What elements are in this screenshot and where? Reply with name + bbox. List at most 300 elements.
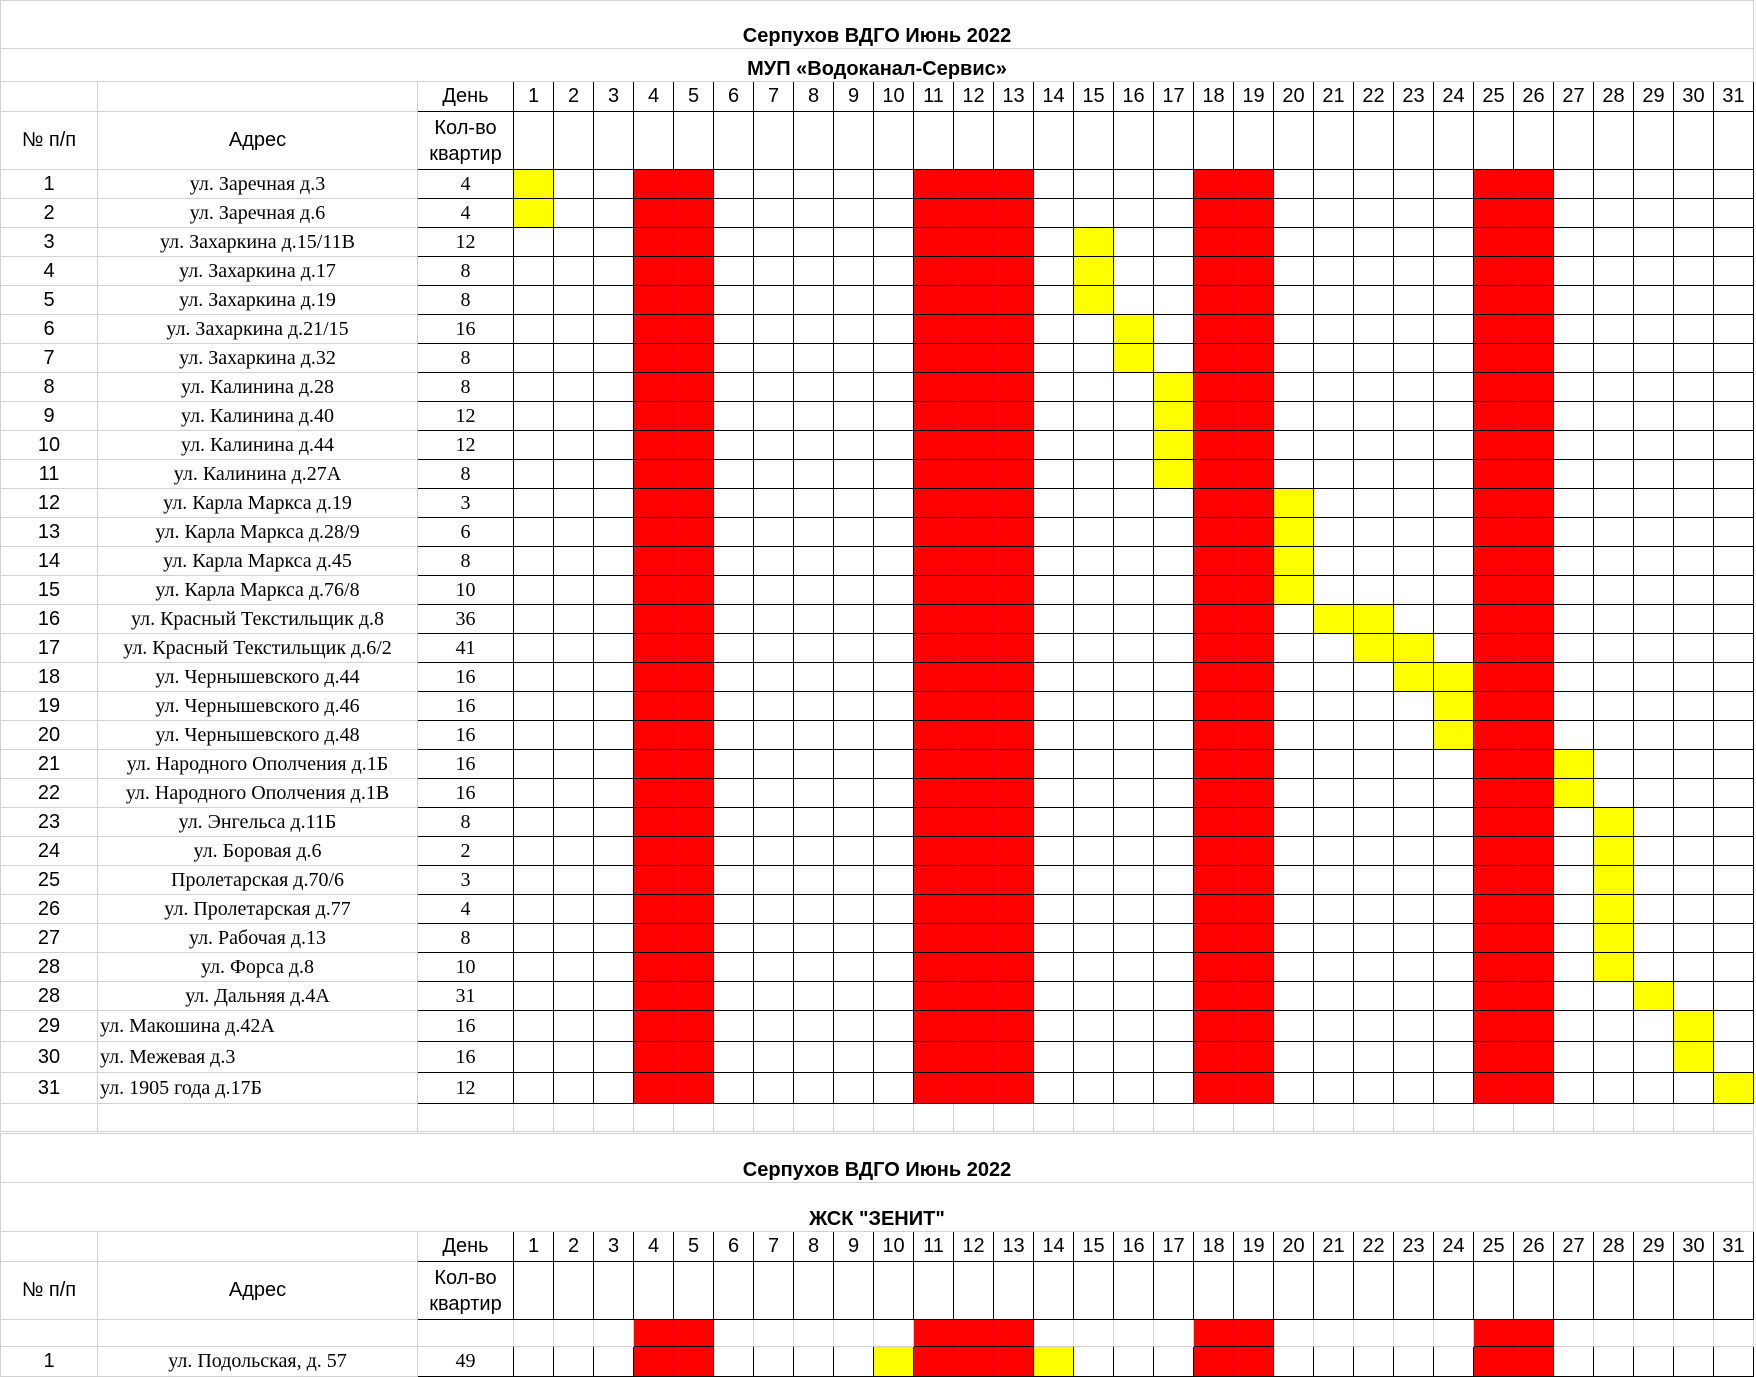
holiday-cell[interactable]: [914, 924, 954, 953]
day-cell[interactable]: [714, 344, 754, 373]
day-cell[interactable]: [1114, 895, 1154, 924]
day-cell[interactable]: [794, 576, 834, 605]
day-cell[interactable]: [1074, 460, 1114, 489]
day-cell[interactable]: [1354, 750, 1394, 779]
day-cell[interactable]: [754, 953, 794, 982]
blank-cell[interactable]: [1274, 1320, 1314, 1347]
day-cell[interactable]: [634, 112, 674, 170]
day-cell[interactable]: [1474, 112, 1514, 170]
holiday-cell[interactable]: [1474, 634, 1514, 663]
holiday-cell[interactable]: [1234, 808, 1274, 837]
scheduled-cell[interactable]: [1274, 489, 1314, 518]
holiday-cell[interactable]: [914, 837, 954, 866]
holiday-cell[interactable]: [1474, 315, 1514, 344]
day-cell[interactable]: [1114, 460, 1154, 489]
day-cell[interactable]: [714, 1073, 754, 1104]
holiday-cell[interactable]: [994, 837, 1034, 866]
holiday-cell[interactable]: [1514, 257, 1554, 286]
holiday-cell[interactable]: [1514, 808, 1554, 837]
day-cell[interactable]: [554, 402, 594, 431]
holiday-cell[interactable]: [954, 634, 994, 663]
day-cell[interactable]: [714, 779, 754, 808]
day-cell[interactable]: [1674, 1073, 1714, 1104]
day-cell[interactable]: [1314, 895, 1354, 924]
day-cell[interactable]: [594, 837, 634, 866]
holiday-cell[interactable]: [914, 982, 954, 1011]
day-cell[interactable]: [874, 779, 914, 808]
day-cell[interactable]: [1714, 460, 1754, 489]
holiday-cell[interactable]: [674, 547, 714, 576]
day-cell[interactable]: [1594, 605, 1634, 634]
day-cell[interactable]: [634, 1262, 674, 1320]
day-cell[interactable]: [1634, 257, 1674, 286]
day-cell[interactable]: [1434, 547, 1474, 576]
day-cell[interactable]: [794, 721, 834, 750]
day-cell[interactable]: [834, 866, 874, 895]
day-cell[interactable]: [1394, 750, 1434, 779]
day-cell[interactable]: [594, 257, 634, 286]
blank-cell[interactable]: [1434, 1104, 1474, 1132]
day-cell[interactable]: [1034, 692, 1074, 721]
day-cell[interactable]: [554, 257, 594, 286]
day-cell[interactable]: [714, 373, 754, 402]
day-cell[interactable]: [1354, 1042, 1394, 1073]
blank-cell[interactable]: [1714, 1104, 1754, 1132]
day-cell[interactable]: [554, 750, 594, 779]
day-cell[interactable]: [1634, 924, 1674, 953]
holiday-cell[interactable]: [994, 663, 1034, 692]
scheduled-cell[interactable]: [1434, 692, 1474, 721]
day-cell[interactable]: [754, 866, 794, 895]
day-cell[interactable]: [1034, 866, 1074, 895]
holiday-cell[interactable]: [1514, 228, 1554, 257]
day-cell[interactable]: [1114, 518, 1154, 547]
holiday-cell[interactable]: [1194, 605, 1234, 634]
day-cell[interactable]: [794, 1262, 834, 1320]
day-cell[interactable]: [834, 663, 874, 692]
day-cell[interactable]: [1394, 1347, 1434, 1377]
day-cell[interactable]: [874, 1011, 914, 1042]
day-cell[interactable]: [1114, 112, 1154, 170]
day-cell[interactable]: [874, 605, 914, 634]
holiday-cell[interactable]: [954, 837, 994, 866]
day-cell[interactable]: [594, 1011, 634, 1042]
day-cell[interactable]: [1354, 866, 1394, 895]
day-cell[interactable]: [1394, 344, 1434, 373]
day-cell[interactable]: [754, 518, 794, 547]
blank-cell[interactable]: [1154, 1104, 1194, 1132]
day-cell[interactable]: [1354, 431, 1394, 460]
day-cell[interactable]: [1714, 605, 1754, 634]
day-cell[interactable]: [1434, 924, 1474, 953]
day-cell[interactable]: [1314, 1347, 1354, 1377]
blank-cell[interactable]: [1554, 1320, 1594, 1347]
day-cell[interactable]: [1674, 1262, 1714, 1320]
day-cell[interactable]: [1594, 402, 1634, 431]
day-cell[interactable]: [794, 286, 834, 315]
day-cell[interactable]: [1714, 228, 1754, 257]
day-cell[interactable]: [794, 779, 834, 808]
day-cell[interactable]: [714, 1011, 754, 1042]
day-cell[interactable]: [1354, 402, 1394, 431]
day-cell[interactable]: [754, 1262, 794, 1320]
day-cell[interactable]: [754, 112, 794, 170]
holiday-cell[interactable]: [674, 286, 714, 315]
blank-cell[interactable]: [754, 1104, 794, 1132]
holiday-cell[interactable]: [674, 315, 714, 344]
blank-cell[interactable]: [594, 1320, 634, 1347]
day-cell[interactable]: [1634, 634, 1674, 663]
day-cell[interactable]: [1154, 634, 1194, 663]
holiday-cell[interactable]: [954, 170, 994, 199]
day-cell[interactable]: [1154, 576, 1194, 605]
day-cell[interactable]: [1634, 692, 1674, 721]
day-cell[interactable]: [1434, 1042, 1474, 1073]
day-cell[interactable]: [1674, 518, 1714, 547]
day-cell[interactable]: [1354, 837, 1394, 866]
day-cell[interactable]: [594, 547, 634, 576]
day-cell[interactable]: [1714, 750, 1754, 779]
holiday-cell[interactable]: [954, 315, 994, 344]
day-cell[interactable]: [1434, 315, 1474, 344]
holiday-cell[interactable]: [674, 228, 714, 257]
holiday-cell[interactable]: [1194, 286, 1234, 315]
day-cell[interactable]: [554, 1042, 594, 1073]
holiday-cell[interactable]: [954, 518, 994, 547]
day-cell[interactable]: [1674, 1347, 1714, 1377]
day-cell[interactable]: [554, 1262, 594, 1320]
holiday-cell[interactable]: [634, 373, 674, 402]
scheduled-cell[interactable]: [1594, 866, 1634, 895]
holiday-cell[interactable]: [1234, 1011, 1274, 1042]
holiday-cell[interactable]: [674, 779, 714, 808]
scheduled-cell[interactable]: [1154, 402, 1194, 431]
holiday-cell[interactable]: [954, 344, 994, 373]
day-cell[interactable]: [994, 112, 1034, 170]
day-cell[interactable]: [1274, 1011, 1314, 1042]
holiday-cell[interactable]: [1234, 634, 1274, 663]
holiday-cell[interactable]: [1514, 605, 1554, 634]
day-cell[interactable]: [1634, 663, 1674, 692]
scheduled-cell[interactable]: [1434, 663, 1474, 692]
blank-cell[interactable]: [98, 82, 418, 112]
holiday-cell[interactable]: [914, 1347, 954, 1377]
day-cell[interactable]: [1314, 460, 1354, 489]
day-cell[interactable]: [1034, 953, 1074, 982]
day-cell[interactable]: [1154, 692, 1194, 721]
day-cell[interactable]: [514, 663, 554, 692]
day-cell[interactable]: [1554, 228, 1594, 257]
day-cell[interactable]: [754, 1073, 794, 1104]
day-cell[interactable]: [1354, 692, 1394, 721]
holiday-cell[interactable]: [1514, 170, 1554, 199]
holiday-cell[interactable]: [634, 692, 674, 721]
day-cell[interactable]: [1434, 257, 1474, 286]
scheduled-cell[interactable]: [1074, 228, 1114, 257]
day-cell[interactable]: [1434, 1011, 1474, 1042]
day-cell[interactable]: [754, 431, 794, 460]
day-cell[interactable]: [1434, 1347, 1474, 1377]
holiday-cell[interactable]: [1474, 257, 1514, 286]
blank-cell[interactable]: [1634, 1104, 1674, 1132]
day-cell[interactable]: [834, 286, 874, 315]
day-cell[interactable]: [1074, 547, 1114, 576]
holiday-cell[interactable]: [914, 257, 954, 286]
day-cell[interactable]: [874, 866, 914, 895]
day-cell[interactable]: [1714, 402, 1754, 431]
day-cell[interactable]: [1634, 286, 1674, 315]
day-cell[interactable]: [1634, 721, 1674, 750]
day-cell[interactable]: [514, 344, 554, 373]
day-cell[interactable]: [994, 1262, 1034, 1320]
day-cell[interactable]: [1394, 402, 1434, 431]
day-cell[interactable]: [1674, 257, 1714, 286]
day-cell[interactable]: [554, 866, 594, 895]
day-cell[interactable]: [594, 808, 634, 837]
day-cell[interactable]: [514, 924, 554, 953]
holiday-cell[interactable]: [1234, 547, 1274, 576]
day-cell[interactable]: [1314, 692, 1354, 721]
day-cell[interactable]: [714, 576, 754, 605]
holiday-cell[interactable]: [634, 953, 674, 982]
holiday-cell[interactable]: [914, 547, 954, 576]
blank-cell[interactable]: [714, 1320, 754, 1347]
day-cell[interactable]: [834, 373, 874, 402]
scheduled-cell[interactable]: [1274, 518, 1314, 547]
day-cell[interactable]: [1714, 808, 1754, 837]
day-cell[interactable]: [1714, 170, 1754, 199]
day-cell[interactable]: [554, 315, 594, 344]
day-cell[interactable]: [1634, 344, 1674, 373]
holiday-cell[interactable]: [1194, 402, 1234, 431]
day-cell[interactable]: [1714, 837, 1754, 866]
scheduled-cell[interactable]: [514, 199, 554, 228]
day-cell[interactable]: [794, 460, 834, 489]
holiday-cell[interactable]: [1474, 1011, 1514, 1042]
day-cell[interactable]: [714, 924, 754, 953]
day-cell[interactable]: [754, 605, 794, 634]
day-cell[interactable]: [754, 924, 794, 953]
day-cell[interactable]: [714, 460, 754, 489]
day-cell[interactable]: [1274, 750, 1314, 779]
day-cell[interactable]: [834, 402, 874, 431]
holiday-cell[interactable]: [634, 895, 674, 924]
day-cell[interactable]: [874, 808, 914, 837]
day-cell[interactable]: [794, 489, 834, 518]
holiday-cell[interactable]: [674, 518, 714, 547]
day-cell[interactable]: [1114, 1073, 1154, 1104]
day-cell[interactable]: [714, 605, 754, 634]
day-cell[interactable]: [1074, 779, 1114, 808]
day-cell[interactable]: [834, 257, 874, 286]
day-cell[interactable]: [554, 286, 594, 315]
day-cell[interactable]: [1034, 576, 1074, 605]
day-cell[interactable]: [1594, 199, 1634, 228]
day-cell[interactable]: [1554, 924, 1594, 953]
day-cell[interactable]: [794, 344, 834, 373]
holiday-cell[interactable]: [634, 257, 674, 286]
day-cell[interactable]: [1114, 634, 1154, 663]
holiday-cell[interactable]: [1474, 199, 1514, 228]
day-cell[interactable]: [794, 1042, 834, 1073]
day-cell[interactable]: [1034, 315, 1074, 344]
holiday-cell[interactable]: [674, 982, 714, 1011]
day-cell[interactable]: [514, 837, 554, 866]
day-cell[interactable]: [1074, 518, 1114, 547]
day-cell[interactable]: [514, 605, 554, 634]
day-cell[interactable]: [1634, 837, 1674, 866]
day-cell[interactable]: [1434, 576, 1474, 605]
day-cell[interactable]: [1034, 982, 1074, 1011]
holiday-cell[interactable]: [954, 1320, 994, 1347]
scheduled-cell[interactable]: [1354, 605, 1394, 634]
day-cell[interactable]: [714, 837, 754, 866]
holiday-cell[interactable]: [634, 547, 674, 576]
holiday-cell[interactable]: [1514, 779, 1554, 808]
day-cell[interactable]: [1634, 402, 1674, 431]
day-cell[interactable]: [754, 257, 794, 286]
day-cell[interactable]: [1634, 431, 1674, 460]
holiday-cell[interactable]: [954, 576, 994, 605]
day-cell[interactable]: [1554, 170, 1594, 199]
day-cell[interactable]: [1594, 228, 1634, 257]
day-cell[interactable]: [1274, 228, 1314, 257]
day-cell[interactable]: [754, 170, 794, 199]
holiday-cell[interactable]: [994, 576, 1034, 605]
day-cell[interactable]: [1674, 431, 1714, 460]
day-cell[interactable]: [514, 634, 554, 663]
holiday-cell[interactable]: [1514, 344, 1554, 373]
day-cell[interactable]: [1314, 953, 1354, 982]
holiday-cell[interactable]: [914, 1042, 954, 1073]
day-cell[interactable]: [1034, 1042, 1074, 1073]
day-cell[interactable]: [754, 634, 794, 663]
holiday-cell[interactable]: [1514, 431, 1554, 460]
holiday-cell[interactable]: [954, 895, 994, 924]
holiday-cell[interactable]: [634, 1073, 674, 1104]
day-cell[interactable]: [1594, 170, 1634, 199]
scheduled-cell[interactable]: [1314, 605, 1354, 634]
day-cell[interactable]: [714, 315, 754, 344]
day-cell[interactable]: [1034, 373, 1074, 402]
day-cell[interactable]: [1354, 518, 1394, 547]
holiday-cell[interactable]: [1194, 808, 1234, 837]
holiday-cell[interactable]: [954, 924, 994, 953]
holiday-cell[interactable]: [914, 1011, 954, 1042]
day-cell[interactable]: [1034, 634, 1074, 663]
holiday-cell[interactable]: [1514, 518, 1554, 547]
day-cell[interactable]: [1434, 518, 1474, 547]
day-cell[interactable]: [1714, 112, 1754, 170]
day-cell[interactable]: [1274, 373, 1314, 402]
blank-cell[interactable]: [914, 1104, 954, 1132]
day-cell[interactable]: [1554, 344, 1594, 373]
day-cell[interactable]: [1434, 112, 1474, 170]
day-cell[interactable]: [1074, 1073, 1114, 1104]
holiday-cell[interactable]: [914, 895, 954, 924]
holiday-cell[interactable]: [954, 692, 994, 721]
day-cell[interactable]: [1034, 460, 1074, 489]
day-cell[interactable]: [914, 112, 954, 170]
holiday-cell[interactable]: [994, 1073, 1034, 1104]
holiday-cell[interactable]: [1194, 257, 1234, 286]
day-cell[interactable]: [1354, 199, 1394, 228]
blank-cell[interactable]: [1274, 1104, 1314, 1132]
day-cell[interactable]: [714, 228, 754, 257]
day-cell[interactable]: [1434, 808, 1474, 837]
scheduled-cell[interactable]: [1074, 257, 1114, 286]
day-cell[interactable]: [1434, 344, 1474, 373]
holiday-cell[interactable]: [1474, 808, 1514, 837]
blank-cell[interactable]: [1074, 1104, 1114, 1132]
day-cell[interactable]: [714, 1042, 754, 1073]
day-cell[interactable]: [794, 373, 834, 402]
day-cell[interactable]: [794, 257, 834, 286]
day-cell[interactable]: [594, 779, 634, 808]
day-cell[interactable]: [1594, 373, 1634, 402]
holiday-cell[interactable]: [674, 808, 714, 837]
day-cell[interactable]: [794, 228, 834, 257]
holiday-cell[interactable]: [674, 257, 714, 286]
day-cell[interactable]: [874, 344, 914, 373]
day-cell[interactable]: [714, 895, 754, 924]
day-cell[interactable]: [1714, 431, 1754, 460]
day-cell[interactable]: [1594, 344, 1634, 373]
day-cell[interactable]: [1554, 721, 1594, 750]
day-cell[interactable]: [1314, 1042, 1354, 1073]
day-cell[interactable]: [514, 1347, 554, 1377]
holiday-cell[interactable]: [1474, 1320, 1514, 1347]
day-cell[interactable]: [1714, 547, 1754, 576]
day-cell[interactable]: [594, 344, 634, 373]
holiday-cell[interactable]: [634, 286, 674, 315]
day-cell[interactable]: [754, 286, 794, 315]
day-cell[interactable]: [794, 1347, 834, 1377]
day-cell[interactable]: [1634, 1042, 1674, 1073]
day-cell[interactable]: [834, 1011, 874, 1042]
holiday-cell[interactable]: [994, 1011, 1034, 1042]
day-cell[interactable]: [1074, 982, 1114, 1011]
day-cell[interactable]: [1114, 866, 1154, 895]
day-cell[interactable]: [1354, 547, 1394, 576]
holiday-cell[interactable]: [994, 170, 1034, 199]
holiday-cell[interactable]: [634, 750, 674, 779]
day-cell[interactable]: [594, 1073, 634, 1104]
day-cell[interactable]: [1714, 576, 1754, 605]
day-cell[interactable]: [1394, 315, 1434, 344]
holiday-cell[interactable]: [634, 982, 674, 1011]
day-cell[interactable]: [1114, 576, 1154, 605]
day-cell[interactable]: [1594, 1262, 1634, 1320]
day-cell[interactable]: [834, 518, 874, 547]
day-cell[interactable]: [1354, 170, 1394, 199]
day-cell[interactable]: [554, 634, 594, 663]
day-cell[interactable]: [714, 750, 754, 779]
day-cell[interactable]: [834, 837, 874, 866]
day-cell[interactable]: [794, 808, 834, 837]
day-cell[interactable]: [1674, 460, 1714, 489]
day-cell[interactable]: [1354, 460, 1394, 489]
day-cell[interactable]: [1034, 808, 1074, 837]
holiday-cell[interactable]: [1474, 1073, 1514, 1104]
holiday-cell[interactable]: [634, 518, 674, 547]
day-cell[interactable]: [1194, 1262, 1234, 1320]
holiday-cell[interactable]: [1514, 1011, 1554, 1042]
day-cell[interactable]: [1034, 518, 1074, 547]
holiday-cell[interactable]: [1474, 750, 1514, 779]
holiday-cell[interactable]: [634, 344, 674, 373]
day-cell[interactable]: [794, 547, 834, 576]
